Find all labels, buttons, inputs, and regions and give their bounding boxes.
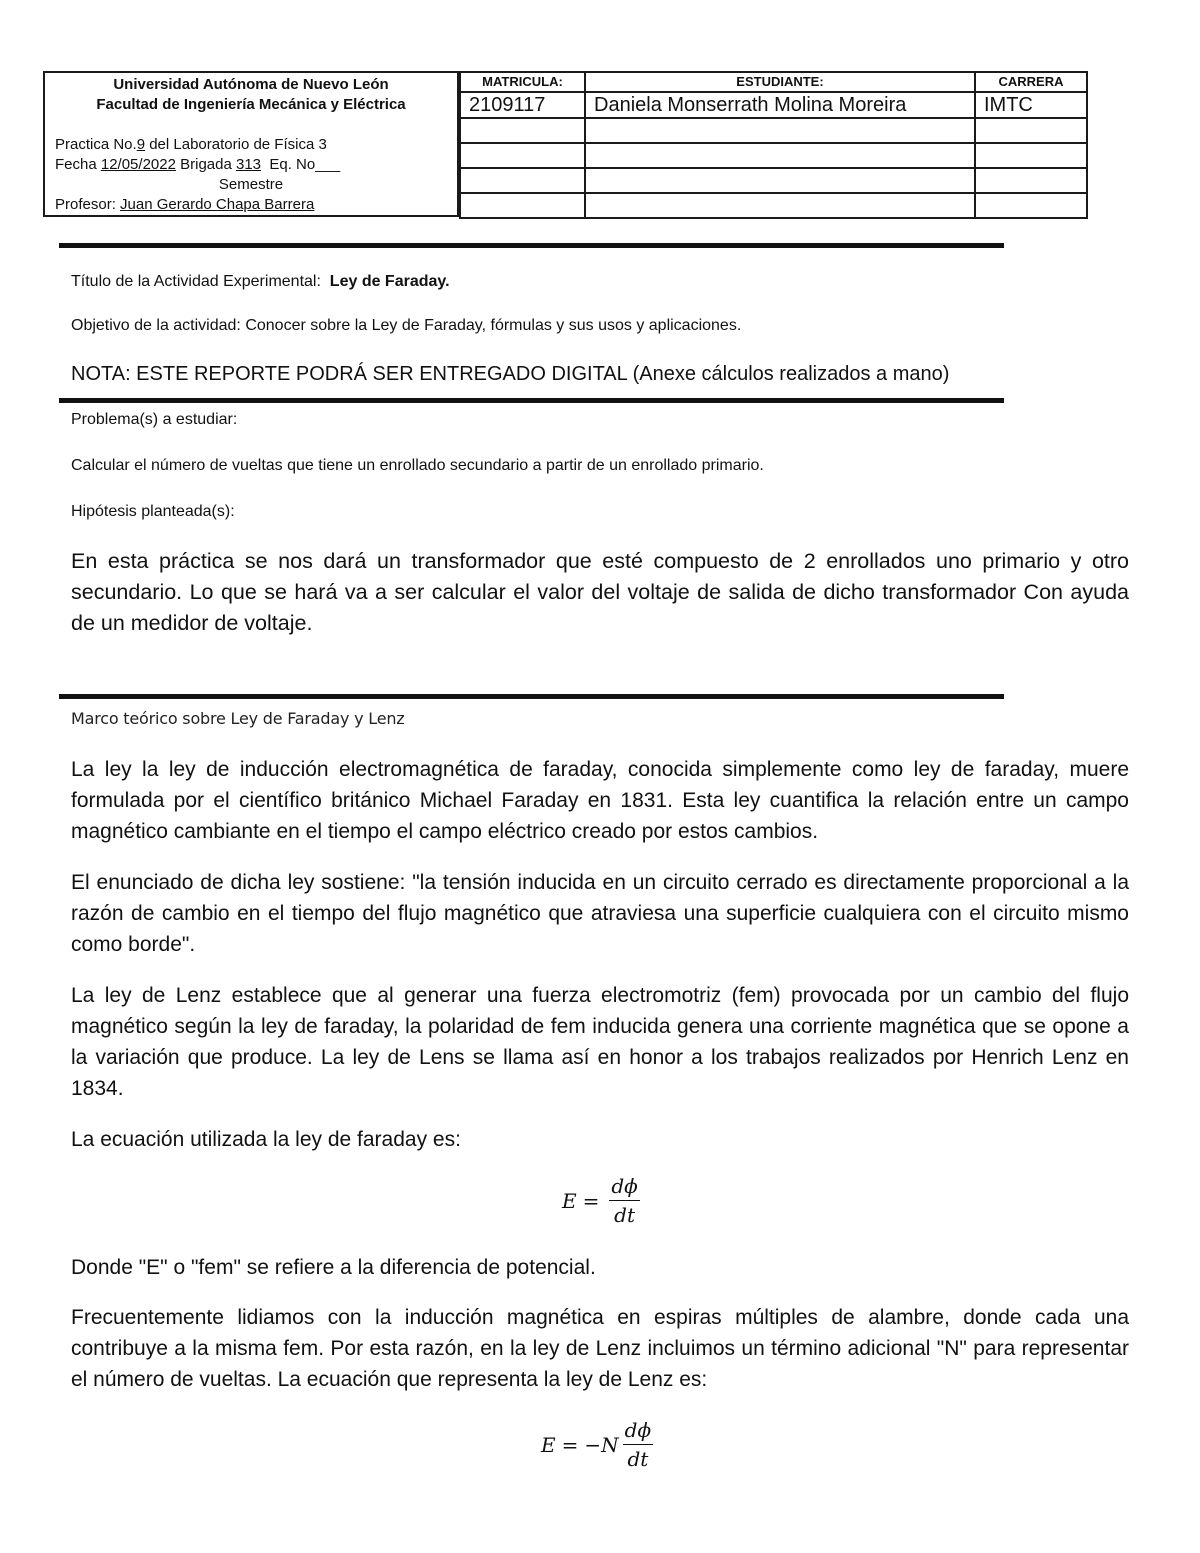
equation-equals: = bbox=[582, 1188, 600, 1213]
practice-suffix: del Laboratorio de Física 3 bbox=[145, 136, 327, 153]
professor-line bbox=[55, 195, 314, 214]
equation-numerator: dϕ bbox=[623, 1418, 653, 1445]
faraday-equation bbox=[562, 1174, 640, 1227]
divider-rule bbox=[59, 694, 1004, 699]
cell-carrera bbox=[975, 118, 1087, 143]
brigade-value: 313 bbox=[235, 156, 262, 173]
cell-carrera bbox=[975, 193, 1087, 218]
theory-heading: Marco teórico sobre Ley de Faraday y Lenz bbox=[71, 709, 405, 728]
equation-denominator: dt bbox=[627, 1447, 649, 1471]
cell-matricula bbox=[460, 143, 585, 168]
equation-coefficient: −N bbox=[584, 1432, 619, 1457]
theory-paragraph-6: Frecuentemente lidiamos con la inducción magnética en espiras múltiples de alambre, donde cada una contribuye a la misma fem. Por esta razón, en la ley de Lenz incluimos un término adicional "N" para representar el número de vueltas. La ecuación que representa la ley de Lenz es: bbox=[71, 1306, 1129, 1391]
cell-estudiante bbox=[585, 193, 975, 218]
lenz-equation bbox=[541, 1418, 653, 1471]
table-row bbox=[460, 92, 1087, 118]
table-row bbox=[460, 118, 1087, 143]
practice-line bbox=[55, 135, 327, 154]
report-note: NOTA: ESTE REPORTE PODRÁ SER ENTREGADO DIGITAL (Anexe cálculos realizados a mano) bbox=[71, 363, 950, 385]
activity-title-line bbox=[71, 273, 450, 291]
activity-objective: Objetivo de la actividad: Conocer sobre la Ley de Faraday, fórmulas y sus usos y aplicaciones. bbox=[71, 317, 742, 334]
hypothesis-text: En esta práctica se nos dará un transformador que esté compuesto de 2 enrollados uno primario y otro secundario. Lo que se hará va a ser calcular el valor del voltaje de salida de dicho transformador Con ayuda de un medidor de voltaje. bbox=[71, 549, 1129, 635]
equation-denominator: dt bbox=[614, 1203, 636, 1227]
theory-paragraph-5: Donde "E" o "fem" se refiere a la diferencia de potencial. bbox=[71, 1256, 596, 1279]
header-carrera: CARRERA bbox=[975, 72, 1087, 92]
table-header-row bbox=[460, 72, 1087, 92]
cell-estudiante: Daniela Monserrath Molina Moreira bbox=[585, 92, 975, 118]
header-estudiante: ESTUDIANTE: bbox=[585, 72, 975, 92]
equation-fraction bbox=[623, 1418, 653, 1471]
students-table bbox=[459, 71, 1088, 219]
theory-paragraph-4: La ecuación utilizada la ley de faraday es: bbox=[71, 1128, 461, 1151]
cell-carrera bbox=[975, 143, 1087, 168]
practice-number: 9 bbox=[136, 136, 146, 153]
equation-equals: = bbox=[561, 1432, 579, 1457]
equation-lhs: E bbox=[541, 1432, 556, 1457]
university-name: Universidad Autónoma de Nuevo León bbox=[113, 76, 389, 93]
table-row bbox=[460, 193, 1087, 218]
date-value: 12/05/2022 bbox=[100, 156, 176, 173]
institution-box bbox=[43, 71, 459, 217]
table-row bbox=[460, 143, 1087, 168]
theory-paragraph-2: El enunciado de dicha ley sostiene: "la tensión inducida en un circuito cerrado es directamente proporcional a la razón de cambio en el tiempo del flujo magnético que atraviesa una superficie cualquiera con el circuito mismo como borde". bbox=[71, 871, 1129, 956]
practice-prefix: Practica No. bbox=[55, 136, 137, 153]
problem-label: Problema(s) a estudiar: bbox=[71, 411, 238, 428]
faculty-name: Facultad de Ingeniería Mecánica y Eléctrica bbox=[96, 96, 406, 113]
brigade-prefix: Brigada bbox=[175, 156, 236, 173]
cell-carrera: IMTC bbox=[975, 92, 1087, 118]
theory-paragraph-3: La ley de Lenz establece que al generar una fuerza electromotriz (fem) provocada por un cambio del flujo magnético según la ley de faraday, la polaridad de fem inducida genera una corriente magnética que se opone a la variación que produce. La ley de Lens se llama así en honor a los trabajos realizados por Henrich Lenz en 1834. bbox=[71, 984, 1129, 1100]
table-row bbox=[460, 168, 1087, 193]
cell-matricula: 2109117 bbox=[460, 92, 585, 118]
divider-rule bbox=[59, 398, 1004, 403]
cell-estudiante bbox=[585, 118, 975, 143]
cell-matricula bbox=[460, 118, 585, 143]
header-matricula: MATRICULA: bbox=[460, 72, 585, 92]
professor-name: Juan Gerardo Chapa Barrera bbox=[120, 196, 315, 213]
semester-line: Semestre bbox=[218, 176, 284, 193]
problem-text: Calcular el número de vueltas que tiene un enrollado secundario a partir de un enrollado primario. bbox=[71, 457, 764, 474]
hypothesis-label: Hipótesis planteada(s): bbox=[71, 503, 235, 520]
date-prefix: Fecha bbox=[55, 156, 101, 173]
cell-matricula bbox=[460, 193, 585, 218]
professor-prefix: Profesor: bbox=[55, 196, 121, 213]
equation-fraction bbox=[609, 1174, 639, 1227]
divider-rule bbox=[59, 243, 1004, 248]
date-line bbox=[55, 155, 340, 174]
theory-paragraph-1: La ley la ley de inducción electromagnética de faraday, conocida simplemente como ley de faraday, muere formulada por el científico británico Michael Faraday en 1831. Esta ley cuantifica la relación entre un campo magnético cambiante en el tiempo el campo eléctrico creado por estos cambios. bbox=[71, 758, 1129, 843]
cell-estudiante bbox=[585, 168, 975, 193]
activity-title-value: Ley de Faraday. bbox=[329, 273, 450, 290]
cell-matricula bbox=[460, 168, 585, 193]
equation-numerator: dϕ bbox=[609, 1174, 639, 1201]
eq-number: Eq. No___ bbox=[261, 156, 341, 173]
equation-lhs: E bbox=[562, 1188, 577, 1213]
cell-estudiante bbox=[585, 143, 975, 168]
activity-title-label: Título de la Actividad Experimental: bbox=[71, 273, 330, 290]
cell-carrera bbox=[975, 168, 1087, 193]
